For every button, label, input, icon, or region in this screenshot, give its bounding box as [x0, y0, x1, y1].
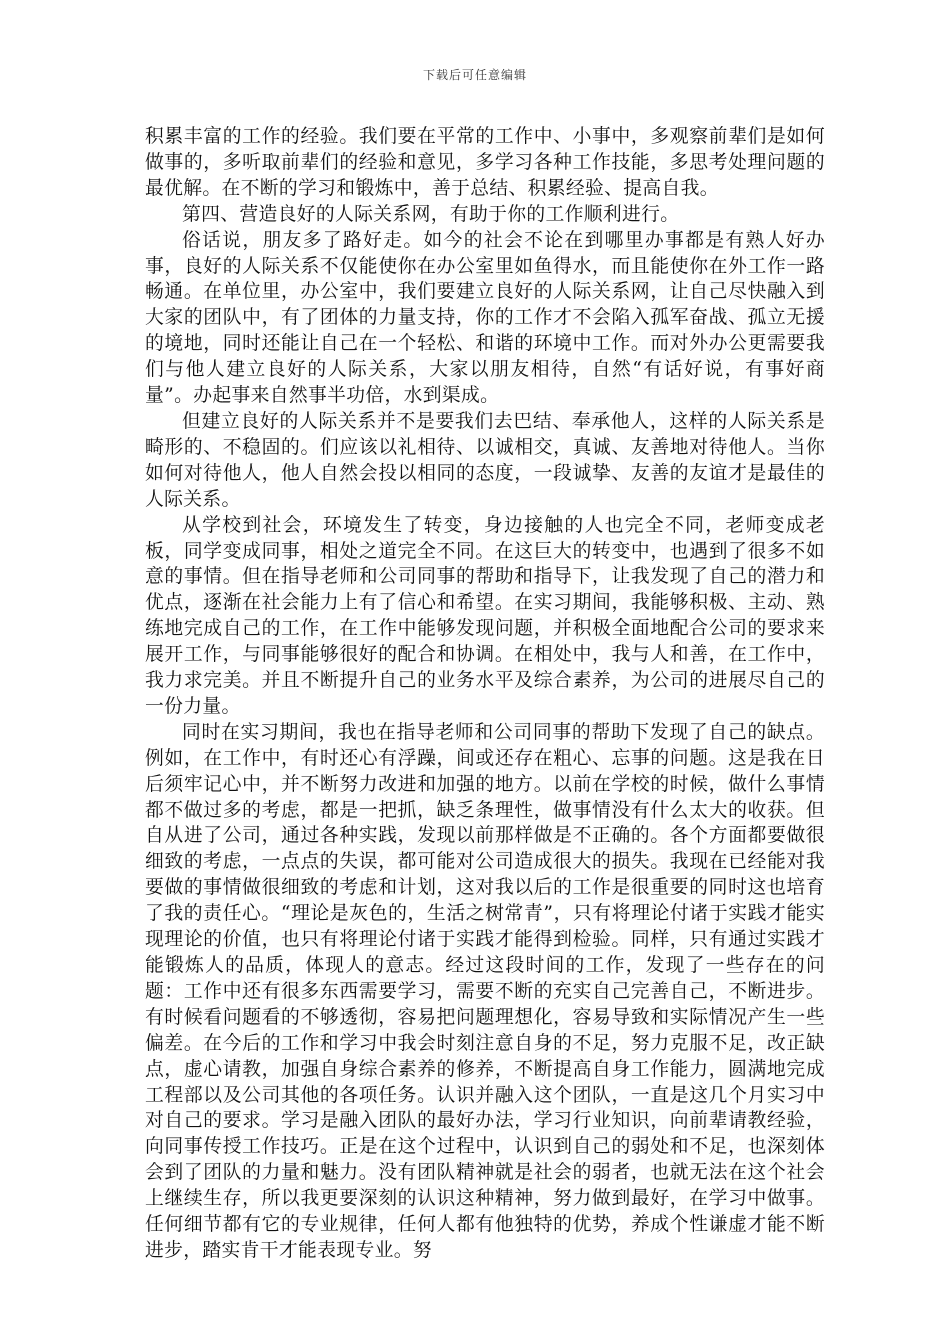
paragraph: 从学校到社会，环境发生了转变，身边接触的人也完全不同，老师变成老板，同学变成同事，相处之道完全不同。在这巨大的转变中，也遇到了很多不如意的事情。但在指导老师和公司同事的帮助和指导下，让我发现了自己的潜力和优点，逐渐在社会能力上有了信心和希望。在实习期间，我能够积极、主动、熟练地完成自己的工作，在工作中能够发现问题，并积极全面地配合公司的要求来展开工作，与同事能够很好的配合和协调。在相处中，我与人和善，在工作中，我力求完美。并且不断提升自己的业务水平及综合素养，为公司的进展尽自己的一份力量。: [145, 514, 825, 717]
paragraph-continued: 积累丰富的工作的经验。我们要在平常的工作中、小事中，多观察前辈们是如何做事的，多听取前辈们的经验和意见，多学习各种工作技能，多思考处理问题的最优解。在不断的学习和锻炼中，善于总结、积累经验、提高自我。: [145, 126, 825, 199]
paragraph-heading-four: 第四、营造良好的人际关系网，有助于你的工作顺利进行。: [182, 203, 680, 225]
paragraph: 俗话说，朋友多了路好走。如今的社会不论在到哪里办事都是有熟人好办事，良好的人际关系不仅能使你在办公室里如鱼得水，而且能使你在外工作一路畅通。在单位里，办公室中，我们要建立良好的人际关系网，让自己尽快融入到大家的团队中，有了团体的力量支持，你的工作才不会陷入孤军奋战、孤立无援的境地，同时还能让自己在一个轻松、和谐的环境中工作。而对外办公更需要我们与他人建立良好的人际关系，大家以朋友相待，自然“有话好说，有事好商量”。办起事来自然事半功倍，水到渠成。: [145, 229, 825, 407]
paragraph: 但建立良好的人际关系并不是要我们去巴结、奉承他人，这样的人际关系是畸形的、不稳固的。们应该以礼相待、以诚相交，真诚、友善地对待他人。当你如何对待他人，他人自然会投以相同的态度，一段诚挚、友善的友谊才是最佳的人际关系。: [145, 410, 825, 510]
document-body: [145, 124, 825, 1264]
page-header: 下载后可任意编辑: [422, 68, 527, 82]
paragraph: 同时在实习期间，我也在指导老师和公司同事的帮助下发现了自己的缺点。例如，在工作中，有时还心有浮躁，间或还存在粗心、忘事的问题。这是我在日后须牢记心中，并不断努力改进和加强的地方。以前在学校的时候，做什么事情都不做过多的考虑，都是一把抓，缺乏条理性，做事情没有什么太大的收获。但自从进了公司，通过各种实践，发现以前那样做是不正确的。各个方面都要做很细致的考虑，一点点的失误，都可能对公司造成很大的损失。我现在已经能对我要做的事情做很细致的考虑和计划，这对我以后的工作是很重要的同时这也培育了我的责任心。“理论是灰色的，生活之树常青”，只有将理论付诸于实践才能实现理论的价值，也只有将理论付诸于实践才能得到检验。同样，只有通过实践才能锻炼人的品质，体现人的意志。经过这段时间的工作，发现了一些存在的问题：工作中还有很多东西需要学习，需要不断的充实自己完善自己，不断进步。有时候看问题看的不够透彻，容易把问题理想化，容易导致和实际情况产生一些偏差。在今后的工作和学习中我会时刻注意自身的不足，努力克服不足，改正缺点，虚心请教，加强自身综合素养的修养，不断提高自身工作能力，圆满地完成工程部以及公司其他的各项任务。认识并融入这个团队，一直是这几个月实习中对自己的要求。学习是融入团队的最好办法，学习行业知识，向前辈请教经验，向同事传授工作技巧。正是在这个过程中，认识到自己的弱处和不足，也深刻体会到了团队的力量和魅力。没有团队精神就是社会的弱者，也就无法在这个社会上继续生存，所以我更要深刻的认识这种精神，努力做到最好，在学习中做事。任何细节都有它的专业规律，任何人都有他独特的优势，养成个性谦虚才能不断进步，踏实肯干才能表现专业。努: [145, 721, 825, 1261]
